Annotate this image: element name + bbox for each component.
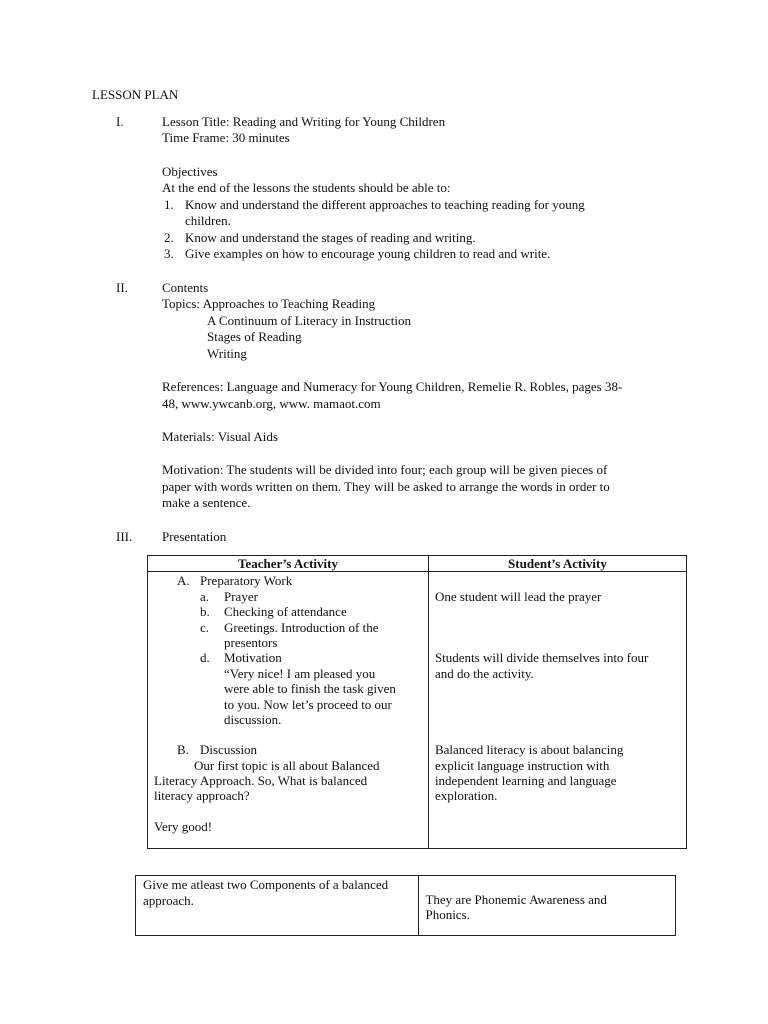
- section-numeral-3: III.: [116, 529, 133, 544]
- continuation-table: [135, 875, 676, 936]
- item-text: Prayer: [224, 589, 258, 604]
- prep-title: Preparatory Work: [200, 573, 293, 588]
- time-frame: Time Frame: 30 minutes: [162, 130, 290, 145]
- discussion-line: Literacy Approach. So, What is balanced: [154, 773, 368, 788]
- item-letter: a.: [200, 589, 210, 604]
- motivation-line: make a sentence.: [162, 495, 251, 510]
- references-line: References: Language and Numeracy for Young Children, Remelie R. Robles, pages 38-: [162, 379, 623, 394]
- document-title: LESSON PLAN: [92, 87, 179, 102]
- objectives-intro: At the end of the lessons the students should be able to:: [162, 180, 451, 195]
- student-response: One student will lead the prayer: [434, 589, 602, 604]
- quote-line: “Very nice! I am pleased you: [224, 666, 376, 681]
- contents-heading: Contents: [162, 280, 209, 295]
- discussion-label: B.: [177, 742, 189, 757]
- motivation-line: Motivation: The students will be divided into four; each group will be given pieces of: [162, 462, 608, 477]
- student-response: independent learning and language: [434, 773, 617, 788]
- topic-item: Stages of Reading: [207, 329, 302, 344]
- teacher-question-cell: [136, 876, 419, 936]
- very-good-remark: Very good!: [154, 819, 213, 834]
- activity-table: [147, 555, 687, 849]
- teacher-activity-header: Teacher’s Activity: [148, 556, 429, 572]
- quote-line: were able to finish the task given: [224, 681, 396, 696]
- objective-text: Give examples on how to encourage young children to read and write.: [185, 246, 551, 261]
- student-response: Students will divide themselves into four: [434, 650, 649, 665]
- materials: Materials: Visual Aids: [162, 429, 278, 444]
- prep-label: A.: [177, 573, 190, 588]
- teacher-question-line: Give me atleast two Components of a balanced: [143, 877, 389, 892]
- student-answer-cell: [419, 876, 676, 936]
- student-response: Balanced literacy is about balancing: [434, 742, 624, 757]
- objective-number: 3.: [164, 246, 174, 261]
- item-letter: c.: [200, 620, 210, 635]
- item-text: Checking of attendance: [224, 604, 347, 619]
- quote-line: to you. Now let’s proceed to our: [224, 697, 392, 712]
- item-text: Motivation: [224, 650, 282, 665]
- student-response: explicit language instruction with: [434, 758, 610, 773]
- section-numeral-2: II.: [116, 280, 128, 295]
- student-response: and do the activity.: [434, 666, 534, 681]
- objective-text: Know and understand the different approaches to teaching reading for young: [185, 197, 585, 212]
- discussion-line: Our first topic is all about Balanced: [194, 758, 380, 773]
- item-text-continued: presentors: [224, 635, 278, 650]
- teacher-question-line: approach.: [143, 893, 194, 908]
- presentation-heading: Presentation: [162, 529, 227, 544]
- objective-text: Know and understand the stages of reading and writing.: [185, 230, 476, 245]
- discussion-title: Discussion: [200, 742, 258, 757]
- student-answer-line: Phonics.: [425, 907, 470, 922]
- lesson-title: Lesson Title: Reading and Writing for Young Children: [162, 114, 446, 129]
- discussion-line: literacy approach?: [154, 788, 250, 803]
- student-response: exploration.: [434, 788, 498, 803]
- item-letter: d.: [200, 650, 210, 665]
- topics-label: Topics: Approaches to Teaching Reading: [162, 296, 376, 311]
- objective-text-continued: children.: [185, 213, 231, 228]
- quote-line: discussion.: [224, 712, 282, 727]
- topic-item: A Continuum of Literacy in Instruction: [207, 313, 411, 328]
- objective-number: 1.: [164, 197, 174, 212]
- section-numeral-1: I.: [116, 114, 124, 129]
- objective-number: 2.: [164, 230, 174, 245]
- item-letter: b.: [200, 604, 210, 619]
- student-activity-cell: [428, 572, 686, 849]
- item-text: Greetings. Introduction of the: [224, 620, 379, 635]
- student-activity-header: Student’s Activity: [428, 556, 686, 572]
- references-line: 48, www.ywcanb.org, www. mamaot.com: [162, 396, 381, 411]
- motivation-line: paper with words written on them. They will be asked to arrange the words in order to: [162, 479, 610, 494]
- topic-item: Writing: [207, 346, 247, 361]
- objectives-heading: Objectives: [162, 164, 218, 179]
- teacher-activity-cell: [148, 572, 429, 849]
- student-answer-line: They are Phonemic Awareness and: [425, 892, 607, 907]
